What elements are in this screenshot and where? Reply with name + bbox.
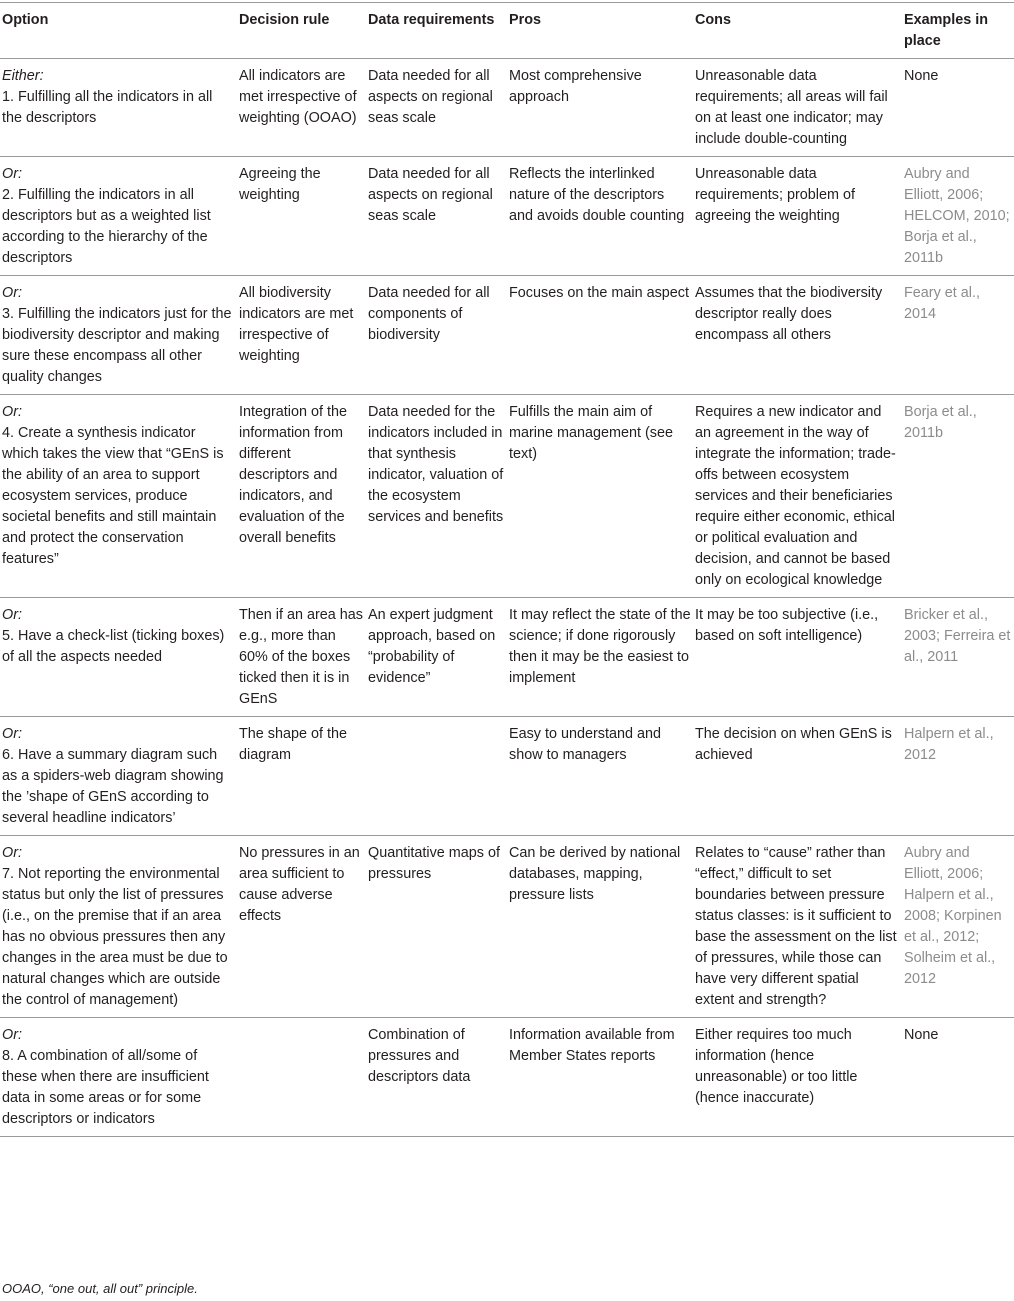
cons-cell: Relates to “cause” rather than “effect,” difficult to set boundaries between pressure status classes: is it sufficient to base the assessment on the list of pressures, while those can have very different spatial extent and strength? bbox=[693, 836, 902, 1018]
option-cell bbox=[0, 276, 237, 395]
decision-rule-cell: The shape of the diagram bbox=[237, 717, 366, 836]
table-footnote: OOAO, “one out, all out” principle. bbox=[2, 1281, 198, 1296]
option-cell bbox=[0, 395, 237, 598]
option-text: 1. Fulfilling all the indicators in all the descriptors bbox=[2, 89, 213, 126]
examples-cell: Bricker et al., 2003; Ferreira et al., 2011 bbox=[902, 598, 1014, 717]
option-cell bbox=[0, 717, 237, 836]
table-row bbox=[0, 1018, 1014, 1137]
examples-cell: Aubry and Elliott, 2006; HELCOM, 2010; Borja et al., 2011b bbox=[902, 157, 1014, 276]
decision-rule-cell: No pressures in an area sufficient to cause adverse effects bbox=[237, 836, 366, 1018]
option-lead: Either: bbox=[2, 68, 44, 84]
option-cell bbox=[0, 59, 237, 157]
data-requirements-cell: Data needed for all components of biodiversity bbox=[366, 276, 507, 395]
cons-cell: Assumes that the biodiversity descriptor really does encompass all others bbox=[693, 276, 902, 395]
pros-cell: Most comprehensive approach bbox=[507, 59, 693, 157]
examples-cell: None bbox=[902, 59, 1014, 157]
table-row bbox=[0, 395, 1014, 598]
header-examples: Examples in place bbox=[902, 3, 1014, 59]
data-requirements-cell: An expert judgment approach, based on “probability of evidence” bbox=[366, 598, 507, 717]
examples-cell: None bbox=[902, 1018, 1014, 1137]
table-row bbox=[0, 276, 1014, 395]
data-requirements-cell: Data needed for the indicators included in that synthesis indicator, valuation of the ecosystem services and benefits bbox=[366, 395, 507, 598]
decision-rule-cell: All indicators are met irrespective of weighting (OOAO) bbox=[237, 59, 366, 157]
data-requirements-cell bbox=[366, 717, 507, 836]
table-row bbox=[0, 157, 1014, 276]
header-cons: Cons bbox=[693, 3, 902, 59]
option-text: 4. Create a synthesis indicator which takes the view that “GEnS is the ability of an area to support ecosystem services, produce societal benefits and still maintain and protect the conservation features” bbox=[2, 425, 224, 567]
pros-cell: Focuses on the main aspect bbox=[507, 276, 693, 395]
option-text: 3. Fulfilling the indicators just for the biodiversity descriptor and making sure these encompass all other quality changes bbox=[2, 306, 232, 385]
header-decision-rule: Decision rule bbox=[237, 3, 366, 59]
table-row bbox=[0, 59, 1014, 157]
table-row bbox=[0, 598, 1014, 717]
option-lead: Or: bbox=[2, 845, 22, 861]
examples-cell: Feary et al., 2014 bbox=[902, 276, 1014, 395]
cons-cell: It may be too subjective (i.e., based on soft intelligence) bbox=[693, 598, 902, 717]
header-data-requirements: Data requirements bbox=[366, 3, 507, 59]
pros-cell: Reflects the interlinked nature of the descriptors and avoids double counting bbox=[507, 157, 693, 276]
decision-rule-cell: Then if an area has e.g., more than 60% of the boxes ticked then it is in GEnS bbox=[237, 598, 366, 717]
options-table bbox=[0, 2, 1014, 1137]
option-cell bbox=[0, 157, 237, 276]
header-option: Option bbox=[0, 3, 237, 59]
cons-cell: The decision on when GEnS is achieved bbox=[693, 717, 902, 836]
decision-rule-cell: All biodiversity indicators are met irrespective of weighting bbox=[237, 276, 366, 395]
decision-rule-cell: Integration of the information from different descriptors and indicators, and evaluation of the overall benefits bbox=[237, 395, 366, 598]
option-text: 5. Have a check-list (ticking boxes) of all the aspects needed bbox=[2, 628, 225, 665]
option-lead: Or: bbox=[2, 607, 22, 623]
data-requirements-cell: Data needed for all aspects on regional seas scale bbox=[366, 157, 507, 276]
option-lead: Or: bbox=[2, 285, 22, 301]
option-text: 2. Fulfilling the indicators in all descriptors but as a weighted list according to the hierarchy of the descriptors bbox=[2, 187, 211, 266]
header-row bbox=[0, 3, 1014, 59]
data-requirements-cell: Combination of pressures and descriptors data bbox=[366, 1018, 507, 1137]
option-text: 7. Not reporting the environmental status but only the list of pressures (i.e., on the premise that if an area has no obvious pressures then any changes in the area must be due to natural changes which are outside the control of management) bbox=[2, 866, 228, 1008]
option-lead: Or: bbox=[2, 726, 22, 742]
option-lead: Or: bbox=[2, 1027, 22, 1043]
examples-cell: Borja et al., 2011b bbox=[902, 395, 1014, 598]
header-pros: Pros bbox=[507, 3, 693, 59]
decision-rule-cell: Agreeing the weighting bbox=[237, 157, 366, 276]
decision-rule-cell bbox=[237, 1018, 366, 1137]
cons-cell: Unreasonable data requirements; all areas will fail on at least one indicator; may include double-counting bbox=[693, 59, 902, 157]
pros-cell: Easy to understand and show to managers bbox=[507, 717, 693, 836]
cons-cell: Either requires too much information (hence unreasonable) or too little (hence inaccurate) bbox=[693, 1018, 902, 1137]
pros-cell: Can be derived by national databases, mapping, pressure lists bbox=[507, 836, 693, 1018]
option-cell bbox=[0, 598, 237, 717]
table-row bbox=[0, 836, 1014, 1018]
option-cell bbox=[0, 836, 237, 1018]
cons-cell: Requires a new indicator and an agreement in the way of integrate the information; trade-offs between ecosystem services and their beneficiaries require either economic, ethical or political evaluation and decision, and cannot be based only on ecological knowledge bbox=[693, 395, 902, 598]
option-lead: Or: bbox=[2, 404, 22, 420]
pros-cell: Fulfills the main aim of marine management (see text) bbox=[507, 395, 693, 598]
data-requirements-cell: Quantitative maps of pressures bbox=[366, 836, 507, 1018]
pros-cell: It may reflect the state of the science; if done rigorously then it may be the easiest to implement bbox=[507, 598, 693, 717]
option-cell bbox=[0, 1018, 237, 1137]
option-lead: Or: bbox=[2, 166, 22, 182]
option-text: 6. Have a summary diagram such as a spiders-web diagram showing the ’shape of GEnS according to several headline indicators’ bbox=[2, 747, 224, 826]
pros-cell: Information available from Member States reports bbox=[507, 1018, 693, 1137]
table-row bbox=[0, 717, 1014, 836]
cons-cell: Unreasonable data requirements; problem of agreeing the weighting bbox=[693, 157, 902, 276]
examples-cell: Aubry and Elliott, 2006; Halpern et al., 2008; Korpinen et al., 2012; Solheim et al., 2012 bbox=[902, 836, 1014, 1018]
data-requirements-cell: Data needed for all aspects on regional seas scale bbox=[366, 59, 507, 157]
option-text: 8. A combination of all/some of these when there are insufficient data in some areas or for some descriptors or indicators bbox=[2, 1048, 209, 1127]
examples-cell: Halpern et al., 2012 bbox=[902, 717, 1014, 836]
